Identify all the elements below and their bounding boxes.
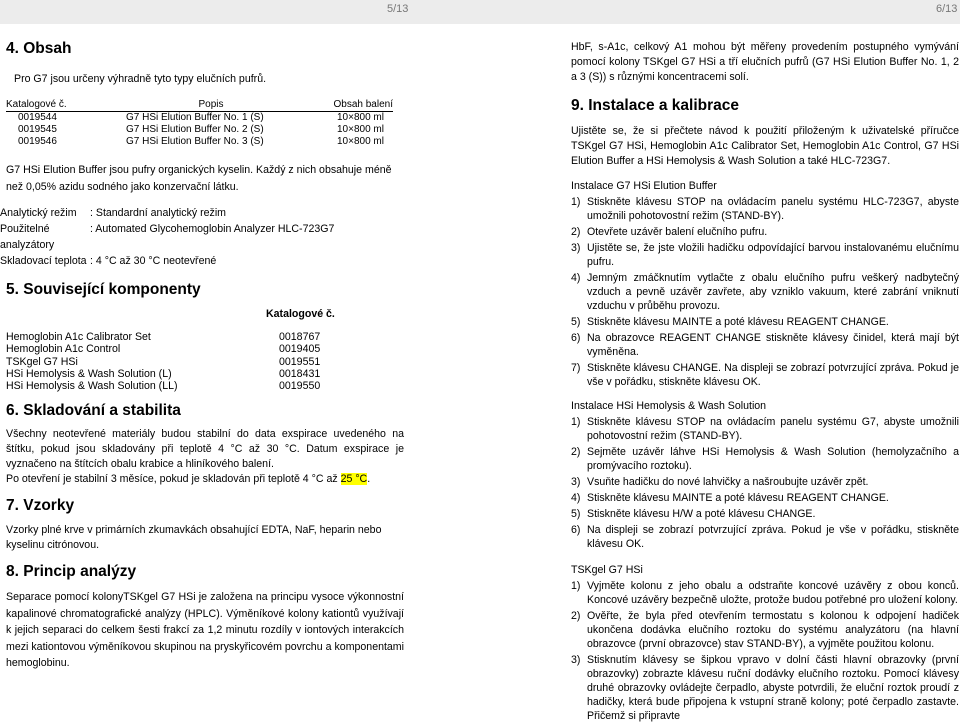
- highlighted-temp: 25 °C: [340, 473, 368, 486]
- column-install-title: TSKgel G7 HSi: [571, 564, 643, 576]
- step-number: 3): [571, 654, 581, 666]
- list-item: [571, 523, 959, 551]
- step-number: 6): [571, 332, 581, 344]
- buffer-install-steps: [571, 195, 959, 389]
- step-number: 1): [571, 416, 581, 428]
- step-text: Stiskněte klávesu STOP na ovládacím panelu systému HLC-723G7, abyste umožnili pohotovostní režim (STAND-BY).: [587, 196, 959, 222]
- spec-row: [0, 221, 404, 253]
- spec-key: Použitelné analyzátory: [0, 223, 55, 251]
- list-item: [571, 653, 959, 723]
- step-number: 2): [571, 610, 581, 622]
- list-item: [571, 195, 959, 223]
- section-4-title: 4. Obsah: [6, 40, 72, 57]
- spec-value: : 4 °C až 30 °C neotevřené: [90, 255, 217, 267]
- table-header-row: [6, 99, 393, 112]
- step-text: Stiskněte klávesu H/W a poté klávesu CHANGE.: [587, 508, 816, 520]
- component-code: 0018431: [279, 367, 321, 380]
- list-item: [571, 609, 959, 651]
- step-text: Stiskněte klávesu STOP na ovládacím panelu systému G7, abyste umožnili pohotovostní režim (STAND-BY).: [587, 416, 959, 442]
- list-item: [571, 225, 959, 239]
- page-number-right: 6/13: [936, 3, 958, 15]
- left-page: [0, 40, 404, 672]
- list-item: [6, 380, 404, 392]
- spec-value: : Standardní analytický režim: [90, 207, 227, 219]
- step-text: Stiskněte klávesu MAINTE a poté klávesu REAGENT CHANGE.: [587, 316, 889, 328]
- cell-cat: 0019545: [18, 124, 57, 135]
- section-9-intro: Ujistěte se, že si přečtete návod k použití přiloženým k uživatelské příručce TSKgel G7 HSi, Hemoglobin A1c Calibrator Set, Hemoglobin A1c Control, G7 HSi Elution Buffer a HSi Hemolysis & Wash Solution a také HLC-723G7.: [571, 125, 959, 167]
- component-code: 0019551: [279, 355, 321, 368]
- section-8-title: 8. Princip analýzy: [6, 563, 137, 581]
- cell-content: 10×800 ml: [337, 112, 384, 123]
- list-item: [571, 507, 959, 521]
- list-item: [6, 368, 404, 380]
- step-number: 5): [571, 316, 581, 328]
- component-code: 0019550: [279, 380, 321, 393]
- cell-desc: G7 HSi Elution Buffer No. 2 (S): [126, 124, 264, 135]
- step-number: 3): [571, 242, 581, 254]
- list-item: [571, 445, 959, 473]
- step-text: Ujistěte se, že jste vložili hadičku odpovídající barvou instalovanému elučnímu pufru.: [587, 242, 959, 268]
- list-item: [571, 491, 959, 505]
- list-item: [571, 331, 959, 359]
- opened-text: Po otevření je stabilní 3 měsíce, pokud je skladován při teplotě 4 °C až: [6, 473, 341, 486]
- col-cat: Katalogové č.: [6, 99, 106, 112]
- step-number: 1): [571, 196, 581, 208]
- component-code: 0019405: [279, 343, 321, 356]
- page-number-left: 5/13: [387, 3, 409, 15]
- step-text: Vyjměte kolonu z jeho obalu a odstraňte koncové uzávěry z obou konců. Koncové uzávěry bezpečně uložte, protože budou potřebné pro uložení kolony.: [587, 580, 959, 606]
- list-item: [6, 343, 404, 355]
- section-5-title: 5. Související komponenty: [6, 281, 201, 298]
- list-item: [571, 475, 959, 489]
- component-name: HSi Hemolysis & Wash Solution (L): [6, 367, 172, 380]
- spec-list: [0, 205, 404, 269]
- step-number: 2): [571, 226, 581, 238]
- step-number: 7): [571, 362, 581, 374]
- spec-key: Skladovací teplota: [0, 255, 87, 267]
- step-text: Stisknutím klávesy se šipkou vpravo v dolní části hlavní obrazovky (první obrazovky) zobrazte klávesu ruční dodávky elučního roztoku. Pomocí klávesy druhé obrazovky ovládejte čerpadlo, abyste potvrdili, že eluční roztok proudí z hadičky, která bude připojena k vstupní straně kolony; poté čerpadlo zastavte. Přičemž si připravte: [587, 654, 959, 722]
- right-intro: HbF, s-A1c, celkový A1 mohou být měřeny provedením postupného vymývání pomocí kolony TSKgel G7 HSi a tří elučních pufrů (G7 HSi Elution Buffer No. 1, 2 a 3 (S)) s různými koncentracemi solí.: [571, 41, 959, 83]
- cell-cat: 0019546: [18, 136, 57, 147]
- spec-row: [0, 253, 404, 269]
- step-text: Na displeji se zobrazí potvrzující zpráva. Pokud je vše v pořádku, stiskněte klávesu OK.: [587, 524, 959, 550]
- right-page: [571, 40, 959, 725]
- spec-key: Analytický režim: [0, 207, 77, 219]
- list-item: [571, 361, 959, 389]
- list-item: [6, 331, 404, 343]
- cell-content: 10×800 ml: [337, 124, 384, 135]
- section-6-title: 6. Skladování a stabilita: [6, 402, 181, 420]
- section-8-text: Separace pomocí kolonyTSKgel G7 HSi je založena na principu vysoce výkonnostní kapalinové chromatografické analýzy (HPLC). Výměníkové kolony kationtů využívají k jejich separaci do celkem šesti frakcí za 1,2 minutu rozdíly v iontových interakcích mezi kationtovou výměníkovou skupinou na pryskyřicovém povrchu a komponentami hemoglobinu.: [6, 591, 404, 670]
- list-item: [571, 415, 959, 443]
- component-code: 0018767: [279, 331, 321, 343]
- spec-row: [0, 205, 404, 221]
- buffer-table: [6, 99, 393, 148]
- step-text: Na obrazovce REAGENT CHANGE stiskněte klávesy činidel, která mají být vyměněna.: [587, 332, 959, 358]
- section-6-opened: [6, 472, 404, 487]
- step-text: Stiskněte klávesu CHANGE. Na displeji se zobrazí potvrzující zpráva. Pokud je vše v pořádku, stiskněte klávesu OK.: [587, 362, 959, 388]
- spec-value: : Automated Glycohemoglobin Analyzer HLC-723G7: [90, 223, 335, 235]
- step-number: 2): [571, 446, 581, 458]
- step-text: Ověřte, že byla před otevřením termostatu s kolonou k odpojení hadiček ukončena dodávka elučního roztoku do systému analyzátoru (na hlavní obrazovce (první obrazovce) stav STAND-BY), a vyjměte použitou kolonu.: [587, 610, 959, 650]
- section-9-title: 9. Instalace a kalibrace: [571, 97, 740, 114]
- catalog-label: Katalogové č.: [266, 308, 335, 320]
- table-row: [6, 124, 393, 136]
- section-4-note: G7 HSi Elution Buffer jsou pufry organických kyselin. Každý z nich obsahuje méně než 0,05% azidu sodného jako konzervační látku.: [6, 164, 392, 193]
- section-7-text: Vzorky plné krve v primárních zkumavkách obsahující EDTA, NaF, heparin nebo kyselinu citrónovou.: [6, 524, 382, 552]
- step-number: 3): [571, 476, 581, 488]
- table-row: [6, 112, 393, 125]
- step-number: 4): [571, 272, 581, 284]
- step-text: Sejměte uzávěr láhve HSi Hemolysis & Wash Solution (hemolyzačního a promývacího roztoku).: [587, 446, 959, 472]
- column-install-steps: [571, 579, 959, 723]
- list-item: [571, 241, 959, 269]
- list-item: [6, 356, 404, 368]
- step-number: 5): [571, 508, 581, 520]
- list-item: [571, 271, 959, 313]
- section-4-intro: Pro G7 jsou určeny výhradně tyto typy elučních pufrů.: [14, 73, 267, 85]
- cell-desc: G7 HSi Elution Buffer No. 3 (S): [126, 136, 264, 147]
- step-number: 4): [571, 492, 581, 504]
- component-list: [6, 331, 404, 392]
- section-7-title: 7. Vzorky: [6, 497, 75, 515]
- col-content: Obsah balení: [316, 99, 393, 112]
- buffer-install-title: Instalace G7 HSi Elution Buffer: [571, 180, 717, 192]
- component-name: Hemoglobin A1c Calibrator Set: [6, 331, 151, 343]
- opened-end: .: [367, 473, 371, 486]
- wash-install-steps: [571, 415, 959, 551]
- cell-desc: G7 HSi Elution Buffer No. 1 (S): [126, 112, 264, 123]
- component-name: HSi Hemolysis & Wash Solution (LL): [6, 380, 178, 393]
- list-item: [571, 579, 959, 607]
- cell-content: 10×800 ml: [337, 136, 384, 147]
- cell-cat: 0019544: [18, 112, 57, 123]
- component-name: TSKgel G7 HSi: [6, 355, 78, 368]
- wash-install-title: Instalace HSi Hemolysis & Wash Solution: [571, 400, 767, 412]
- step-text: Stiskněte klávesu MAINTE a poté klávesu REAGENT CHANGE.: [587, 492, 889, 504]
- step-text: Otevřete uzávěr balení elučního pufru.: [587, 226, 768, 238]
- list-item: [571, 315, 959, 329]
- component-name: Hemoglobin A1c Control: [6, 343, 121, 356]
- step-number: 1): [571, 580, 581, 592]
- section-6-text: Všechny neotevřené materiály budou stabilní do data exspirace uvedeného na štítku, pokud jsou skladovány při teplotě 4 °C až 30 °C. Datum exspirace je vyznačeno na štítcích obalu krabice a hliníkového balení.: [6, 428, 404, 471]
- step-number: 6): [571, 524, 581, 536]
- step-text: Jemným zmáčknutím vytlačte z obalu elučního pufru veškerý nadbytečný vzduch a pevně uzávěr zavřete, aby vzniklo vakuum, které zabrání vniknutí vzduchu v průběhu provozu.: [587, 272, 959, 312]
- col-desc: Popis: [106, 99, 316, 112]
- page-header: [0, 0, 960, 24]
- table-row: [6, 136, 393, 148]
- step-text: Vsuňte hadičku do nové lahvičky a našroubujte uzávěr zpět.: [587, 476, 869, 488]
